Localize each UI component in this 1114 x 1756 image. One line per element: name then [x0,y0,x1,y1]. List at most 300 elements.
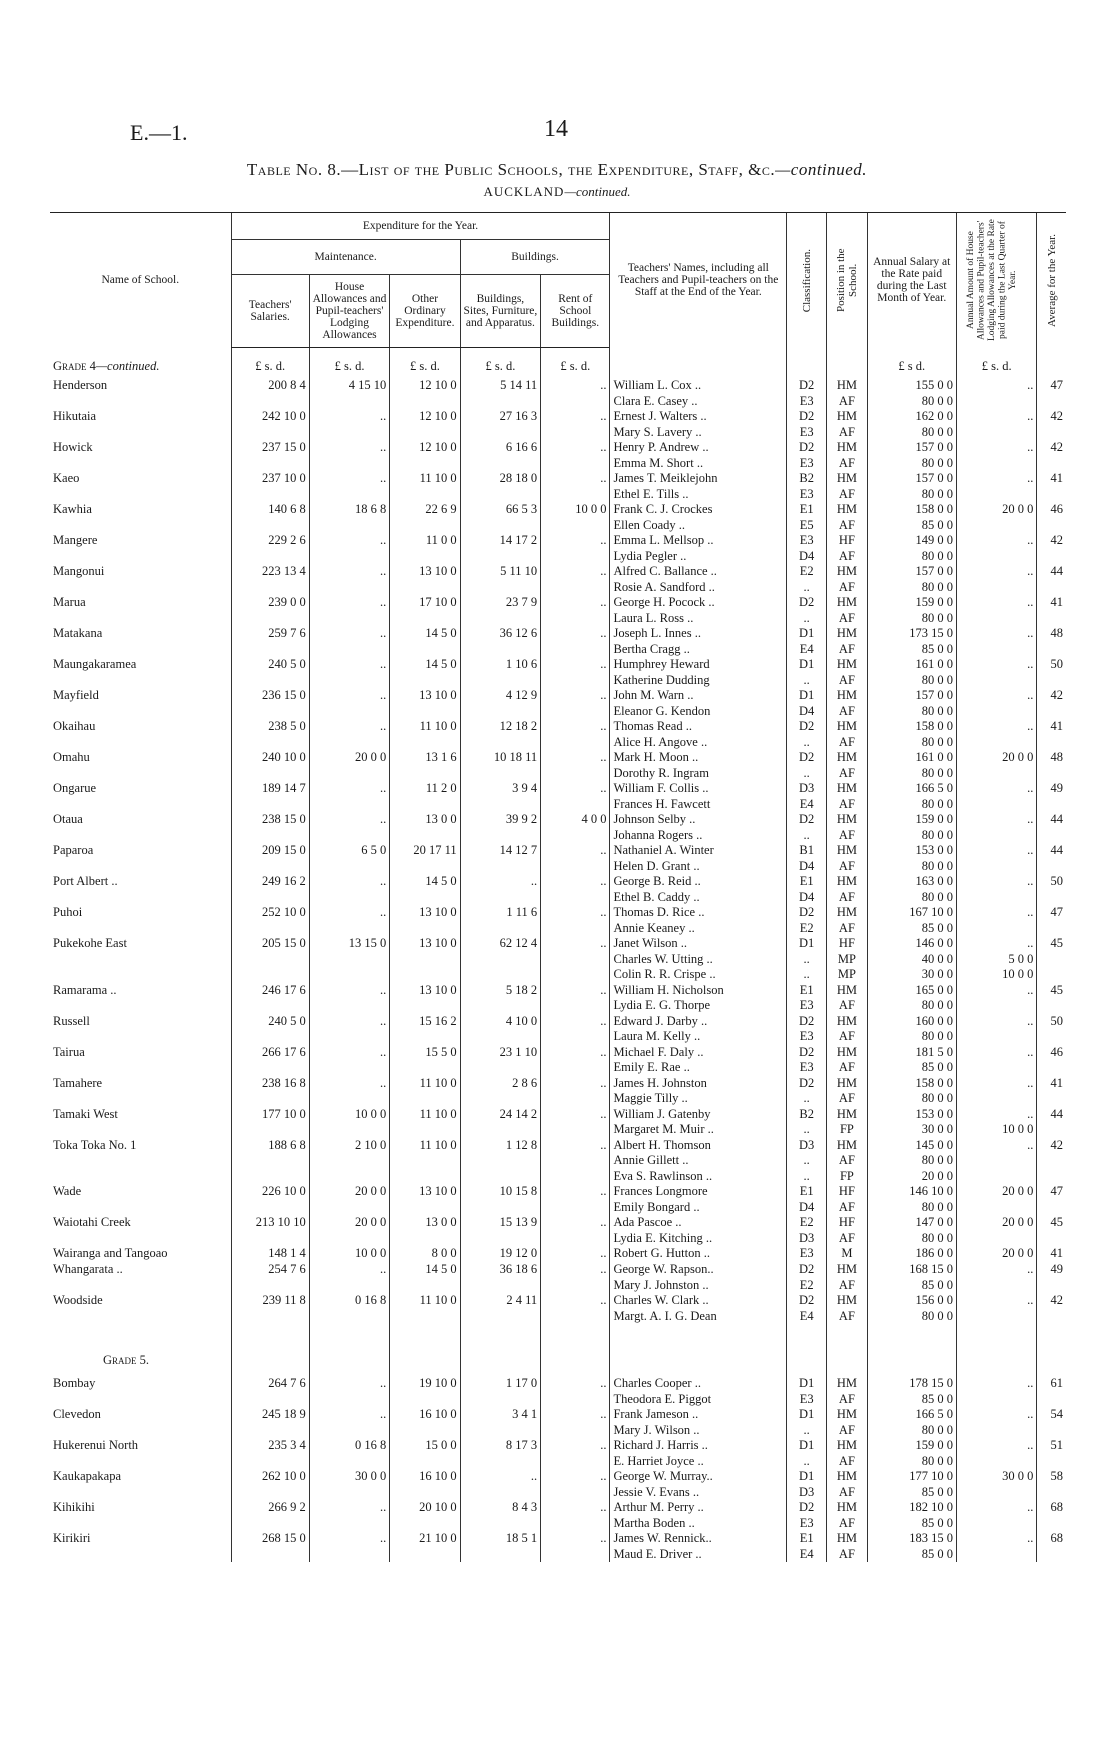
average-attendance: 42 [1037,1293,1066,1324]
position-line: HM [836,843,857,857]
allowance-amount [956,1045,1036,1076]
annual-salary-line: 159 0 0 [915,1438,953,1452]
classification [787,1045,827,1076]
table-row [50,905,1066,936]
school-name-text: Tamahere [53,1075,103,1090]
school-name-text: Omahu [53,750,90,764]
classification-line: D1 [799,1438,815,1452]
classification [787,595,827,626]
buildings-expenditure: 8 17 3 [460,1438,540,1469]
school-name-text: Waiotahi Creek [53,1215,131,1229]
annual-salary-line: 30 0 0 [921,1122,953,1136]
other-expenditure: 14 5 0 [390,1262,460,1293]
position [827,1184,867,1215]
classification-line: E1 [799,502,814,516]
classification [787,1262,827,1293]
teacher-names-line: Janet Wilson .. [613,936,688,950]
classification [787,502,827,533]
school-name-text: Puhoi [53,905,83,919]
teacher-names [610,1107,787,1138]
allowance-amount-line: 20 0 0 [1002,750,1034,764]
average-attendance: 45 [1037,936,1066,983]
header-school-name: Name of School. [50,213,231,348]
school-name-text: Otaua [53,812,83,826]
classification [787,1531,827,1562]
unit-rent: £ s. d. [541,348,610,379]
position-line: AF [838,486,855,501]
average-attendance: 42 [1037,688,1066,719]
grade-5-label [50,1324,231,1376]
position [827,1014,867,1045]
position-line: HM [836,1531,857,1545]
position-line: HM [836,1469,857,1483]
position [827,533,867,564]
rent-expenditure: .. [541,936,610,983]
allowance-amount [956,502,1036,533]
position-line: HM [836,471,857,485]
grade-5-row [50,1324,1066,1376]
school-name-text: Ramarama .. [53,982,117,997]
position [827,440,867,471]
house-allowances: .. [309,1014,389,1045]
position-line: AF [838,1308,855,1323]
teacher-names-line: George W. Rapson.. [613,1262,714,1276]
position-line: HM [836,688,857,702]
school-name [50,983,231,1014]
teacher-names [610,1262,787,1293]
position-line: AF [838,1453,855,1468]
classification-line: D4 [799,858,815,873]
classification-line: E3 [799,1515,814,1530]
teacher-names-line: Frances Longmore [613,1184,708,1198]
average-attendance: 45 [1037,1215,1066,1246]
school-name [50,1500,231,1531]
teacher-names-line: Humphrey Heward [613,657,710,671]
classification-line: .. [803,734,810,749]
teacher-names-line: John M. Warn .. [613,688,694,702]
annual-salary-line: 80 0 0 [921,827,953,842]
classification-line: E5 [799,517,814,532]
school-name [50,657,231,688]
position-line: AF [838,1029,855,1043]
table-row [50,936,1066,983]
unit-house: £ s. d. [309,348,389,379]
position-line: HM [836,657,857,671]
rent-expenditure: .. [541,409,610,440]
rent-expenditure: 4 0 0 [541,812,610,843]
rent-expenditure: .. [541,378,610,409]
teacher-names [610,843,787,874]
classification-line: D4 [799,548,815,563]
annual-salary-line: 80 0 0 [921,889,953,904]
annual-salary-line: 85 0 0 [921,517,953,532]
table-title-suffix: —continued. [775,160,868,179]
classification-line: D4 [799,1199,815,1214]
table-row [50,688,1066,719]
annual-salary-line: 80 0 0 [921,579,953,594]
buildings-expenditure: 1 17 0 [460,1376,540,1407]
house-allowances: .. [309,1262,389,1293]
teacher-names-line: Laura M. Kelly .. [613,1029,701,1043]
annual-salary [867,1014,956,1045]
teacher-names [610,812,787,843]
position-line: HM [836,750,857,764]
position [827,781,867,812]
annual-salary [867,905,956,936]
table-row [50,378,1066,409]
buildings-expenditure: 19 12 0 [460,1246,540,1262]
annual-salary-line: 80 0 0 [921,1199,953,1214]
table-row [50,1045,1066,1076]
allowance-amount-line: 5 0 0 [1008,951,1034,966]
classification-line: D1 [799,1469,815,1483]
header-expenditure: Expenditure for the Year. [231,213,610,240]
school-name [50,1184,231,1215]
rent-expenditure: .. [541,781,610,812]
teacher-names-line: Lydia Pegler .. [613,548,687,563]
rent-expenditure: .. [541,595,610,626]
annual-salary-line: 85 0 0 [921,1515,953,1530]
other-expenditure: 22 6 9 [390,502,460,533]
teachers-salaries: 266 17 6 [231,1045,309,1076]
annual-salary-line: 186 0 0 [915,1246,953,1260]
allowance-amount-line: .. [1027,564,1034,578]
buildings-expenditure: 23 1 10 [460,1045,540,1076]
buildings-expenditure: 24 14 2 [460,1107,540,1138]
house-allowances: .. [309,1045,389,1076]
annual-salary-line: 80 0 0 [921,548,953,563]
allowance-amount-line: .. [1027,1106,1034,1121]
classification-line: .. [803,1168,810,1183]
allowance-amount [956,1293,1036,1324]
teacher-names-line: Annie Keaney .. [613,920,695,935]
classification-line: .. [803,765,810,780]
other-expenditure: 11 10 0 [390,1076,460,1107]
page-reference: E.—1. [130,120,188,145]
teacher-names [610,1014,787,1045]
header-maintenance: Maintenance. [231,240,460,275]
teacher-names-line: Margaret M. Muir .. [613,1122,714,1136]
house-allowances: .. [309,1407,389,1438]
table-row [50,781,1066,812]
school-name [50,719,231,750]
buildings-expenditure: 2 4 11 [460,1293,540,1324]
teacher-names [610,1076,787,1107]
annual-salary-line: 85 0 0 [921,1391,953,1406]
teacher-names [610,1045,787,1076]
rent-expenditure: .. [541,1262,610,1293]
table-row [50,409,1066,440]
buildings-expenditure: 4 12 9 [460,688,540,719]
classification [787,983,827,1014]
other-expenditure: 11 10 0 [390,719,460,750]
classification-line: E3 [799,1029,814,1043]
rent-expenditure: .. [541,564,610,595]
classification [787,1215,827,1246]
teacher-names [610,874,787,905]
allowance-amount-line: .. [1027,1013,1034,1028]
other-expenditure: 16 10 0 [390,1469,460,1500]
average-attendance: 47 [1037,905,1066,936]
position-line: AF [838,610,855,625]
classification-line: D2 [799,1293,815,1307]
annual-salary [867,1500,956,1531]
classification-line: .. [803,951,810,966]
teacher-names [610,533,787,564]
classification [787,378,827,409]
annual-salary-line: 163 0 0 [915,874,953,888]
position-line: AF [838,1153,855,1167]
position [827,1076,867,1107]
table-row [50,1500,1066,1531]
teacher-names [610,1215,787,1246]
buildings-expenditure: 18 5 1 [460,1531,540,1562]
annual-salary [867,502,956,533]
classification [787,1076,827,1107]
allowance-amount-line: .. [1027,905,1034,919]
house-allowances: 10 0 0 [309,1246,389,1262]
annual-salary-line: 177 10 0 [909,1469,953,1483]
average-attendance: 42 [1037,440,1066,471]
classification-line: D2 [799,812,815,826]
annual-salary [867,657,956,688]
allowance-amount-line: .. [1027,1293,1034,1307]
classification [787,440,827,471]
teacher-names-line: George B. Reid .. [613,874,701,888]
annual-salary [867,781,956,812]
school-name-text: Mangonui [53,564,105,578]
teacher-names-line: James W. Rennick.. [613,1531,712,1545]
buildings-expenditure: 5 11 10 [460,564,540,595]
annual-salary-line: 167 10 0 [909,905,953,919]
allowance-amount-line: .. [1027,409,1034,423]
allowance-amount-line: .. [1027,1376,1034,1390]
classification [787,1014,827,1045]
teacher-names [610,440,787,471]
classification-line: D3 [799,781,815,795]
teacher-names-line: Thomas D. Rice .. [613,905,705,919]
buildings-expenditure: 1 11 6 [460,905,540,936]
teacher-names-line: Mark H. Moon .. [613,750,699,764]
rent-expenditure: .. [541,657,610,688]
school-name-text: Howick [53,440,93,454]
allowance-amount [956,719,1036,750]
position-line: HM [836,812,857,826]
table-row [50,750,1066,781]
school-name-text: Maungakaramea [53,657,137,671]
classification-line: E4 [799,1546,814,1561]
teacher-names [610,1531,787,1562]
average-attendance: 47 [1037,1184,1066,1215]
annual-salary [867,1531,956,1562]
position-line: AF [838,579,855,594]
position [827,1262,867,1293]
school-name [50,471,231,502]
allowance-amount-line: .. [1027,1075,1034,1090]
table-row [50,595,1066,626]
rent-expenditure: .. [541,1215,610,1246]
classification-line: E3 [799,393,814,408]
annual-salary-line: 173 15 0 [909,626,953,640]
house-allowances: .. [309,1376,389,1407]
annual-salary-line: 80 0 0 [921,1422,953,1437]
teacher-names-line: Martha Boden .. [613,1515,695,1530]
average-attendance: 41 [1037,1246,1066,1262]
classification-line: D2 [799,409,815,423]
house-allowances: 10 0 0 [309,1107,389,1138]
annual-salary [867,1138,956,1185]
annual-salary [867,1215,956,1246]
other-expenditure: 13 0 0 [390,1215,460,1246]
annual-salary-line: 146 0 0 [915,936,953,950]
other-expenditure: 15 0 0 [390,1438,460,1469]
teacher-names-line: Eva S. Rawlinson .. [613,1168,713,1183]
position [827,657,867,688]
teachers-salaries: 238 15 0 [231,812,309,843]
teacher-names-line: Frank C. J. Crockes [613,502,713,516]
table-row [50,1014,1066,1045]
annual-salary-line: 157 0 0 [915,564,953,578]
rent-expenditure: .. [541,874,610,905]
rent-expenditure: .. [541,1500,610,1531]
average-attendance: 46 [1037,502,1066,533]
position-line: HM [836,409,857,423]
teachers-salaries: 200 8 4 [231,378,309,409]
teacher-names [610,688,787,719]
teacher-names [610,409,787,440]
annual-salary [867,1184,956,1215]
allowance-amount-line: .. [1027,626,1034,640]
allowance-amount [956,812,1036,843]
allowance-amount-line: 30 0 0 [1002,1469,1034,1483]
allowance-amount-line: .. [1027,1407,1034,1421]
position-line: HF [838,1184,855,1198]
annual-salary-line: 181 5 0 [915,1044,953,1059]
position-line: FP [839,1122,854,1136]
header-teachers-names: Teachers' Names, including all Teachers and Pupil-teachers on the Staff at the End of the Year. [610,213,787,348]
annual-salary-line: 40 0 0 [921,951,953,966]
position-line: HM [836,1137,857,1152]
annual-salary-line: 80 0 0 [921,1091,953,1105]
teacher-names [610,1407,787,1438]
allowance-amount [956,1014,1036,1045]
buildings-expenditure: 10 15 8 [460,1184,540,1215]
table-row [50,1531,1066,1562]
other-expenditure: 15 16 2 [390,1014,460,1045]
teacher-names-line: Frank Jameson .. [613,1407,699,1421]
position-line: HF [838,936,855,950]
teacher-names-line: Charles Cooper .. [613,1376,701,1390]
position-line: AF [838,1230,855,1245]
rent-expenditure: .. [541,688,610,719]
allowance-amount [956,564,1036,595]
teacher-names-line: Clara E. Casey .. [613,393,698,408]
house-allowances: .. [309,657,389,688]
teacher-names [610,564,787,595]
allowance-amount-line: .. [1027,595,1034,609]
allowance-amount-line: .. [1027,812,1034,826]
classification [787,626,827,657]
teacher-names-line: Joseph L. Innes .. [613,626,701,640]
average-attendance: 42 [1037,409,1066,440]
classification [787,1376,827,1407]
classification-line: E1 [799,982,814,997]
position-line: HM [836,502,857,516]
annual-salary-line: 85 0 0 [921,1060,953,1074]
allowance-amount [956,378,1036,409]
position-line: HM [836,1044,857,1059]
teachers-salaries: 238 16 8 [231,1076,309,1107]
allowance-amount-line: 10 0 0 [1002,967,1034,981]
position-line: AF [838,998,855,1012]
teachers-salaries: 245 18 9 [231,1407,309,1438]
school-name-text: Mangere [53,533,98,547]
annual-salary-line: 80 0 0 [921,796,953,811]
classification-line: .. [803,967,810,981]
classification [787,688,827,719]
table-row [50,812,1066,843]
school-name-text: Kawhia [53,502,92,516]
buildings-expenditure: 6 16 6 [460,440,540,471]
teacher-names [610,781,787,812]
classification-line: D4 [799,889,815,904]
buildings-expenditure: 4 10 0 [460,1014,540,1045]
header-buildings-sites: Buildings, Sites, Furniture, and Apparatus. [460,275,540,348]
header-rent: Rent of School Buildings. [541,275,610,348]
rent-expenditure: .. [541,533,610,564]
classification-line: D2 [799,719,815,733]
house-allowances: 4 15 10 [309,378,389,409]
rent-expenditure: .. [541,719,610,750]
school-name-text: Russell [53,1013,90,1028]
classification-line: E3 [799,533,814,547]
teachers-salaries: 209 15 0 [231,843,309,874]
other-expenditure: 14 5 0 [390,657,460,688]
buildings-expenditure: 15 13 9 [460,1215,540,1246]
teachers-salaries: 235 3 4 [231,1438,309,1469]
allowance-amount [956,409,1036,440]
school-name-text: Port Albert .. [53,874,118,888]
average-attendance: 44 [1037,564,1066,595]
teacher-names-line: Mary J. Wilson .. [613,1422,700,1437]
annual-salary-line: 80 0 0 [921,703,953,718]
classification-line: .. [803,1122,810,1136]
teachers-salaries: 268 15 0 [231,1531,309,1562]
school-name [50,781,231,812]
page-number: 14 [544,116,568,142]
classification-line: D1 [799,626,815,640]
classification-line: D3 [799,1484,815,1499]
subtitle-suffix: —continued. [564,184,631,199]
allowance-amount [956,1531,1036,1562]
position [827,1107,867,1138]
allowance-amount-line: .. [1027,1262,1034,1276]
position-line: HM [836,874,857,888]
buildings-expenditure: 8 4 3 [460,1500,540,1531]
annual-salary-line: 80 0 0 [921,610,953,625]
classification [787,533,827,564]
allowance-amount [956,1076,1036,1107]
table-row [50,1076,1066,1107]
table-row [50,1138,1066,1185]
position-line: AF [838,858,855,873]
classification [787,750,827,781]
school-name [50,1045,231,1076]
classification [787,1469,827,1500]
house-allowances: 0 16 8 [309,1438,389,1469]
school-name [50,1107,231,1138]
classification-line: D2 [799,1013,815,1028]
